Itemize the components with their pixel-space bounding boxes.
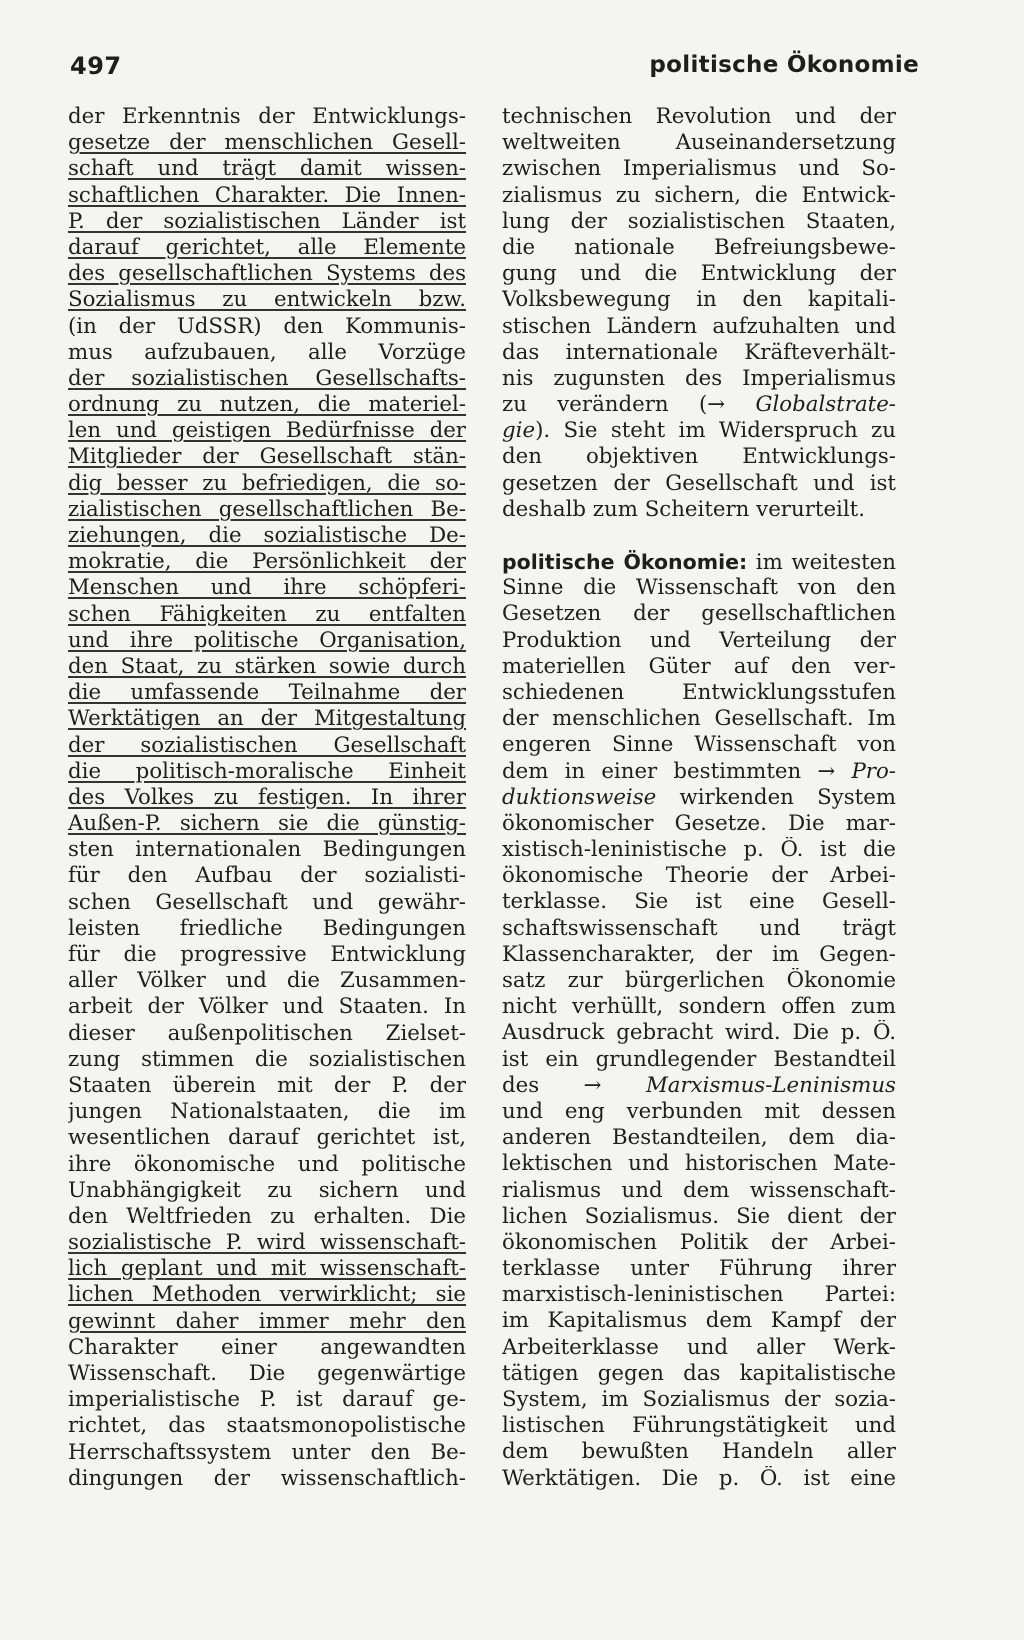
text-line (502, 549, 896, 575)
text-line: (in der UdSSR) den Kommunis- (68, 313, 466, 339)
text-line (502, 392, 896, 418)
text-line: aller Völker und die Zusammen- (68, 968, 466, 994)
running-head: politische Ökonomie (649, 52, 919, 78)
text-line: darauf gerichtet, alle Elemente (68, 234, 466, 260)
page-number: 497 (70, 52, 122, 80)
text-line: materiellen Güter auf den ver- (502, 653, 896, 679)
text-line: Arbeiterklasse und aller Werk- (502, 1334, 896, 1360)
text-fragment: zu verändern ( (502, 392, 708, 418)
text-line (502, 759, 896, 785)
text-line: Werktätigen an der Mitgestaltung (68, 706, 466, 732)
text-line: weltweiten Auseinandersetzung (502, 130, 896, 156)
text-line: für die progressive Entwicklung (68, 942, 466, 967)
text-line: zwischen Imperialismus und So- (502, 156, 896, 182)
text-line: imperialistische P. ist darauf ge- (68, 1387, 466, 1413)
text-line: Sinne die Wissenschaft von den (502, 575, 896, 601)
text-line: Mitglieder der Gesellschaft stän- (68, 444, 466, 470)
cross-reference-link[interactable]: Marxismus-Leninismus (645, 1072, 896, 1098)
text-line: tätigen gegen das kapitalistische (502, 1360, 896, 1386)
text-line: im Kapitalismus dem Kampf der (502, 1308, 896, 1334)
text-line: der Erkenntnis der Entwicklungs- (68, 104, 466, 129)
text-line: sozialistische P. wird wissenschaft- (68, 1230, 466, 1256)
text-line: Charakter einer angewandten (68, 1334, 466, 1360)
text-line: dieser außenpolitischen Zielset- (68, 1020, 466, 1046)
text-line: schen Gesellschaft und gewähr- (68, 889, 466, 915)
text-line: schiedenen Entwicklungsstufen (502, 679, 896, 705)
text-line: gesetzen der Gesellschaft und ist (502, 470, 896, 496)
text-line: schen Fähigkeiten zu entfalten (68, 601, 466, 627)
text-line: für den Aufbau der sozialisti- (68, 863, 466, 889)
text-line: den objektiven Entwicklungs- (502, 444, 896, 470)
text-line: rialismus und dem wissenschaft- (502, 1177, 896, 1203)
text-line: der sozialistischen Gesellschafts- (68, 365, 466, 391)
text-line: ökonomischer Gesetze. Die mar- (502, 810, 896, 836)
text-line: und ihre politische Organisation, (68, 627, 466, 653)
text-line: leisten friedliche Bedingungen (68, 915, 466, 941)
text-line: Werktätigen. Die p. Ö. ist eine (502, 1465, 896, 1491)
text-fragment: wirkenden System (679, 784, 896, 810)
text-line: xistisch-leninistische p. Ö. ist die (502, 837, 896, 863)
cross-reference-link[interactable]: duktionsweise (502, 784, 657, 810)
text-line: mus aufzubauen, alle Vorzüge (68, 339, 466, 365)
text-line: ist ein grundlegender Bestandteil (502, 1046, 896, 1072)
text-line: Ausdruck gebracht wird. Die p. Ö. (502, 1020, 896, 1046)
text-line: zung stimmen die sozialistischen (68, 1046, 466, 1072)
text-line: lich geplant und mit wissenschaft- (68, 1256, 466, 1282)
text-line: gung und die Entwicklung der (502, 261, 896, 287)
arrow-icon: → (707, 392, 726, 418)
text-line: lung der sozialistischen Staaten, (502, 208, 896, 234)
text-line: dem bewußten Handeln aller (502, 1439, 896, 1465)
text-line: und eng verbunden mit dessen (502, 1098, 896, 1124)
text-line: ökonomische Theorie der Arbei- (502, 863, 896, 889)
text-line: gesetze der menschlichen Gesell- (68, 130, 466, 156)
text-line: dig besser zu befriedigen, die so- (68, 470, 466, 496)
text-line: satz zur bürgerlichen Ökonomie (502, 968, 896, 993)
text-line: Klassencharakter, der im Gegen- (502, 941, 896, 967)
text-line: den Staat, zu stärken sowie durch (68, 653, 466, 679)
text-line: Außen-P. sichern sie die günstig- (68, 811, 466, 837)
text-line: ziehungen, die sozialistische De- (68, 523, 466, 548)
text-line: lektischen und historischen Mate- (502, 1151, 896, 1177)
text-line: len und geistigen Bedürfnisse der (68, 418, 466, 444)
text-line: sten internationalen Bedingungen (68, 837, 466, 863)
right-column (502, 104, 896, 1492)
text-line: ordnung zu nutzen, die materiel- (68, 392, 466, 418)
text-line: gewinnt daher immer mehr den (68, 1308, 466, 1334)
text-line: engeren Sinne Wissenschaft von (502, 732, 896, 758)
text-line: terklasse. Sie ist eine Gesell- (502, 889, 896, 915)
text-line: schaft und trägt damit wissen- (68, 156, 466, 182)
text-line: System, im Sozialismus der sozia- (502, 1387, 896, 1412)
text-line: ihre ökonomische und politische (68, 1151, 466, 1177)
text-line: P. der sozialistischen Länder ist (68, 208, 466, 234)
text-line: Staaten überein mit der P. der (68, 1072, 466, 1098)
text-line: mokratie, die Persönlichkeit der (68, 549, 466, 575)
text-line: Produktion und Verteilung der (502, 627, 896, 653)
text-line: technischen Revolution und der (502, 104, 896, 129)
text-line: schaftswissenschaft und trägt (502, 915, 896, 941)
text-line: die nationale Befreiungsbewe- (502, 234, 896, 260)
text-line: deshalb zum Scheitern verurteilt. (502, 496, 865, 522)
cross-reference-link[interactable]: Globalstrate- (755, 392, 896, 418)
left-column (68, 104, 466, 1492)
text-line (502, 1073, 896, 1099)
text-line: listischen Führungstätigkeit und (502, 1413, 896, 1439)
text-line: ökonomischen Politik der Arbei- (502, 1229, 896, 1255)
text-line: nicht verhüllt, sondern offen zum (502, 994, 896, 1020)
text-fragment: dem in einer bestimmten (502, 758, 802, 784)
text-line: arbeit der Völker und Staaten. In (68, 994, 466, 1020)
text-line: dingungen der wissenschaftlich- (68, 1465, 466, 1491)
text-line: Herrschaftssystem unter den Be- (68, 1439, 466, 1465)
text-line: das internationale Kräfteverhält- (502, 339, 896, 365)
arrow-icon: → (583, 1072, 602, 1098)
text-line (502, 785, 896, 811)
text-line: der sozialistischen Gesellschaft (68, 732, 466, 758)
text-line: schaftlichen Charakter. Die Innen- (68, 182, 466, 208)
text-line: anderen Bestandteilen, dem dia- (502, 1125, 896, 1151)
text-line: Volksbewegung in den kapitali- (502, 287, 896, 313)
text-line: stischen Ländern aufzuhalten und (502, 313, 896, 339)
cross-reference-link[interactable]: Pro- (851, 758, 896, 784)
text-line: Sozialismus zu entwickeln bzw. (68, 287, 466, 313)
cross-reference-link[interactable]: gie (502, 418, 536, 444)
text-line: wesentlichen darauf gerichtet ist, (68, 1125, 466, 1151)
text-line: lichen Sozialismus. Sie dient der (502, 1203, 896, 1229)
text-line: Gesetzen der gesellschaftlichen (502, 601, 896, 627)
text-line: des gesellschaftlichen Systems des (68, 261, 466, 287)
text-line: zialismus zu sichern, die Entwick- (502, 182, 896, 208)
text-line: terklasse unter Führung ihrer (502, 1256, 896, 1282)
text-line: Menschen und ihre schöpferi- (68, 575, 466, 601)
text-line: richtet, das staatsmonopolistische (68, 1413, 466, 1439)
text-line: zialistischen gesellschaftlichen Be- (68, 496, 466, 522)
text-line: des Volkes zu festigen. In ihrer (68, 784, 466, 810)
text-line: lichen Methoden verwirklicht; sie (68, 1282, 466, 1308)
text-line: nis zugunsten des Imperialismus (502, 365, 896, 391)
text-line: Wissenschaft. Die gegenwärtige (68, 1361, 466, 1386)
text-line: die umfassende Teilnahme der (68, 680, 466, 706)
text-line: den Weltfrieden zu erhalten. Die (68, 1203, 466, 1229)
text-fragment: ). Sie steht im Widerspruch zu (535, 418, 896, 444)
text-line: jungen Nationalstaaten, die im (68, 1099, 466, 1125)
text-line: der menschlichen Gesellschaft. Im (502, 706, 896, 732)
text-line: marxistisch-leninistischen Partei: (502, 1282, 896, 1308)
text-fragment: des (502, 1072, 540, 1098)
text-line (502, 418, 896, 444)
text-line: Unabhängigkeit zu sichern und (68, 1177, 466, 1203)
text-fragment: im weitesten (755, 550, 896, 575)
text-line: die politisch-moralische Einheit (68, 758, 466, 784)
arrow-icon: → (817, 758, 836, 784)
entry-headword: politische Ökonomie: (502, 550, 748, 574)
